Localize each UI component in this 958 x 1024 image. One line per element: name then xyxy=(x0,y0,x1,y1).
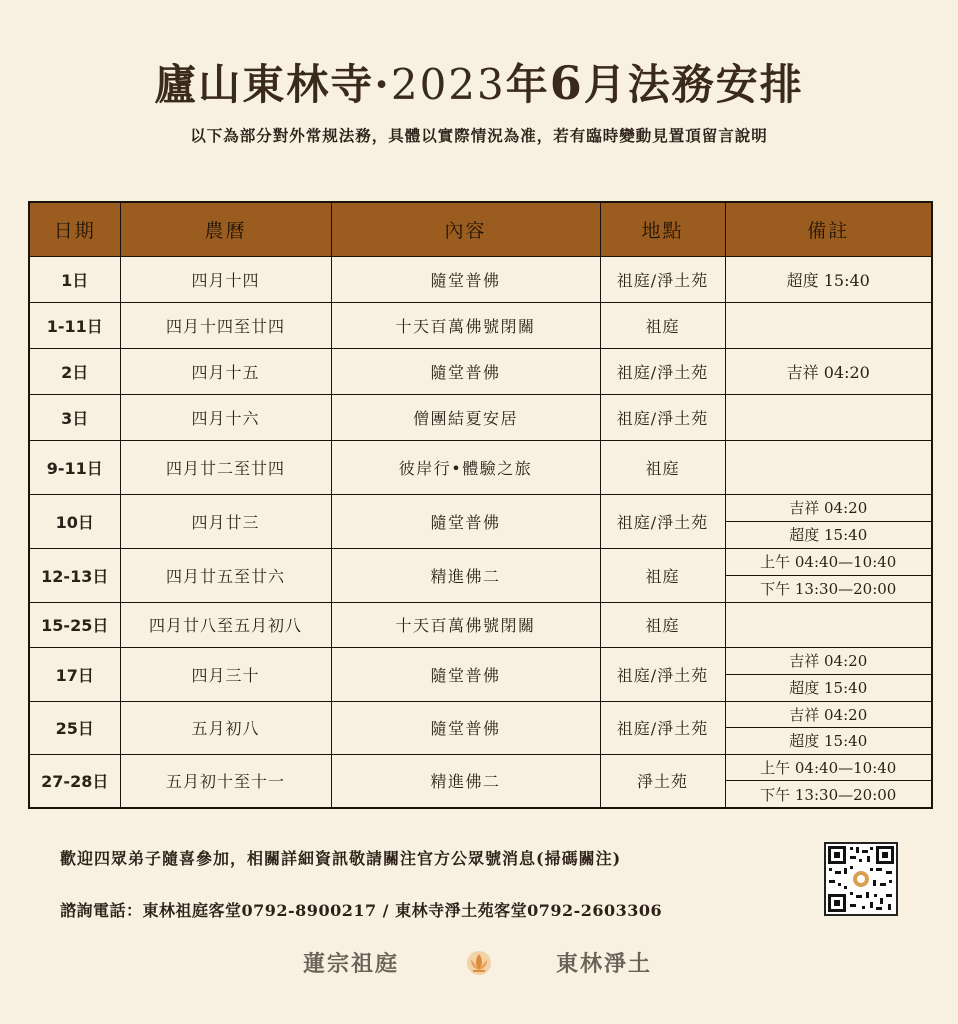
cell-date: 3日 xyxy=(29,394,120,440)
cell-notes xyxy=(725,754,932,808)
cell-lunar: 四月十五 xyxy=(120,348,331,394)
cell-place: 祖庭 xyxy=(600,548,725,602)
cell-content: 精進佛二 xyxy=(331,548,600,602)
table-row xyxy=(29,647,932,701)
cell-content: 隨堂普佛 xyxy=(331,494,600,548)
cell-notes: 超度 15:40 xyxy=(725,256,932,302)
cell-notes xyxy=(725,548,932,602)
title-main: 廬山東林寺· xyxy=(154,60,391,109)
table-row xyxy=(29,701,932,754)
note-line: 超度 15:40 xyxy=(789,525,868,544)
cell-lunar: 四月廿八至五月初八 xyxy=(120,602,331,647)
cell-lunar: 五月初八 xyxy=(120,701,331,754)
cell-place: 淨土苑 xyxy=(600,754,725,808)
cell-content: 僧團結夏安居 xyxy=(331,394,600,440)
brand-right: 東林淨土 xyxy=(556,951,653,977)
header-place: 地點 xyxy=(600,202,725,256)
cell-place: 祖庭 xyxy=(600,602,725,647)
table-row xyxy=(29,348,932,394)
table-row xyxy=(29,754,932,808)
cell-place: 祖庭/淨土苑 xyxy=(600,494,725,548)
cell-place: 祖庭/淨土苑 xyxy=(600,394,725,440)
cell-notes xyxy=(725,302,932,348)
cell-date: 1-11日 xyxy=(29,302,120,348)
cell-date: 2日 xyxy=(29,348,120,394)
contact-text: 諮詢電話：東林祖庭客堂0792-8900217 / 東林寺淨土苑客堂0792-2603306 xyxy=(60,901,663,920)
schedule-table xyxy=(28,201,933,809)
table-row xyxy=(29,494,932,548)
table-row xyxy=(29,602,932,647)
cell-content: 彼岸行•體驗之旅 xyxy=(331,440,600,494)
header-content: 內容 xyxy=(331,202,600,256)
cell-content: 隨堂普佛 xyxy=(331,701,600,754)
cell-lunar: 四月十四 xyxy=(120,256,331,302)
cell-lunar: 五月初十至十一 xyxy=(120,754,331,808)
header-lunar: 農曆 xyxy=(120,202,331,256)
cell-date: 15-25日 xyxy=(29,602,120,647)
table-row xyxy=(29,548,932,602)
cell-date: 12-13日 xyxy=(29,548,120,602)
cell-place: 祖庭 xyxy=(600,440,725,494)
table-row xyxy=(29,256,932,302)
cell-notes xyxy=(725,701,932,754)
title-rest: 月法務安排 xyxy=(583,60,804,109)
cell-place: 祖庭/淨土苑 xyxy=(600,701,725,754)
header-notes: 備註 xyxy=(725,202,932,256)
title-year: 2023 xyxy=(390,60,506,109)
cell-notes xyxy=(725,494,932,548)
cell-notes xyxy=(725,647,932,701)
cell-date: 9-11日 xyxy=(29,440,120,494)
table-row xyxy=(29,440,932,494)
note-line: 吉祥 04:20 xyxy=(726,702,932,728)
cell-notes: 吉祥 04:20 xyxy=(725,348,932,394)
page-title xyxy=(0,52,958,112)
cell-content: 隨堂普佛 xyxy=(331,647,600,701)
cell-date: 17日 xyxy=(29,647,120,701)
lotus-emblem-icon xyxy=(465,950,493,976)
brand-left: 蓮宗祖庭 xyxy=(303,951,400,977)
cell-place: 祖庭 xyxy=(600,302,725,348)
note-line: 超度 15:40 xyxy=(789,678,868,697)
cell-notes xyxy=(725,440,932,494)
title-month: 6 xyxy=(549,56,584,110)
cell-lunar: 四月廿三 xyxy=(120,494,331,548)
qr-code-icon[interactable] xyxy=(824,842,898,916)
note-line: 下午 13:30—20:00 xyxy=(760,579,897,598)
cell-notes xyxy=(725,602,932,647)
table-header-row xyxy=(29,202,932,256)
cell-content: 隨堂普佛 xyxy=(331,256,600,302)
cell-place: 祖庭/淨土苑 xyxy=(600,256,725,302)
cell-content: 十天百萬佛號閉關 xyxy=(331,302,600,348)
cell-lunar: 四月廿五至廿六 xyxy=(120,548,331,602)
note-line: 上午 04:40—10:40 xyxy=(726,549,932,576)
subtitle: 以下為部分對外常规法務，具體以實際情況為准，若有臨時變動見置頂留言說明 xyxy=(190,126,768,145)
table-row xyxy=(29,394,932,440)
cell-date: 25日 xyxy=(29,701,120,754)
note-line: 吉祥 04:20 xyxy=(726,648,932,675)
cell-content: 精進佛二 xyxy=(331,754,600,808)
note-line: 上午 04:40—10:40 xyxy=(726,755,932,782)
cell-content: 隨堂普佛 xyxy=(331,348,600,394)
note-line: 下午 13:30—20:00 xyxy=(760,785,897,804)
cell-date: 1日 xyxy=(29,256,120,302)
cell-date: 10日 xyxy=(29,494,120,548)
cell-lunar: 四月廿二至廿四 xyxy=(120,440,331,494)
cell-place: 祖庭/淨土苑 xyxy=(600,348,725,394)
cell-lunar: 四月三十 xyxy=(120,647,331,701)
cell-place: 祖庭/淨土苑 xyxy=(600,647,725,701)
table-row xyxy=(29,302,932,348)
cell-lunar: 四月十四至廿四 xyxy=(120,302,331,348)
cell-lunar: 四月十六 xyxy=(120,394,331,440)
header-date: 日期 xyxy=(29,202,120,256)
title-year-char: 年 xyxy=(505,60,550,109)
note-line: 超度 15:40 xyxy=(789,732,868,750)
note-line: 吉祥 04:20 xyxy=(726,495,932,522)
cell-content: 十天百萬佛號閉關 xyxy=(331,602,600,647)
welcome-text: 歡迎四眾弟子隨喜參加，相關詳細資訊敬請關注官方公眾號消息(掃碼關注) xyxy=(60,849,622,868)
cell-notes xyxy=(725,394,932,440)
cell-date: 27-28日 xyxy=(29,754,120,808)
